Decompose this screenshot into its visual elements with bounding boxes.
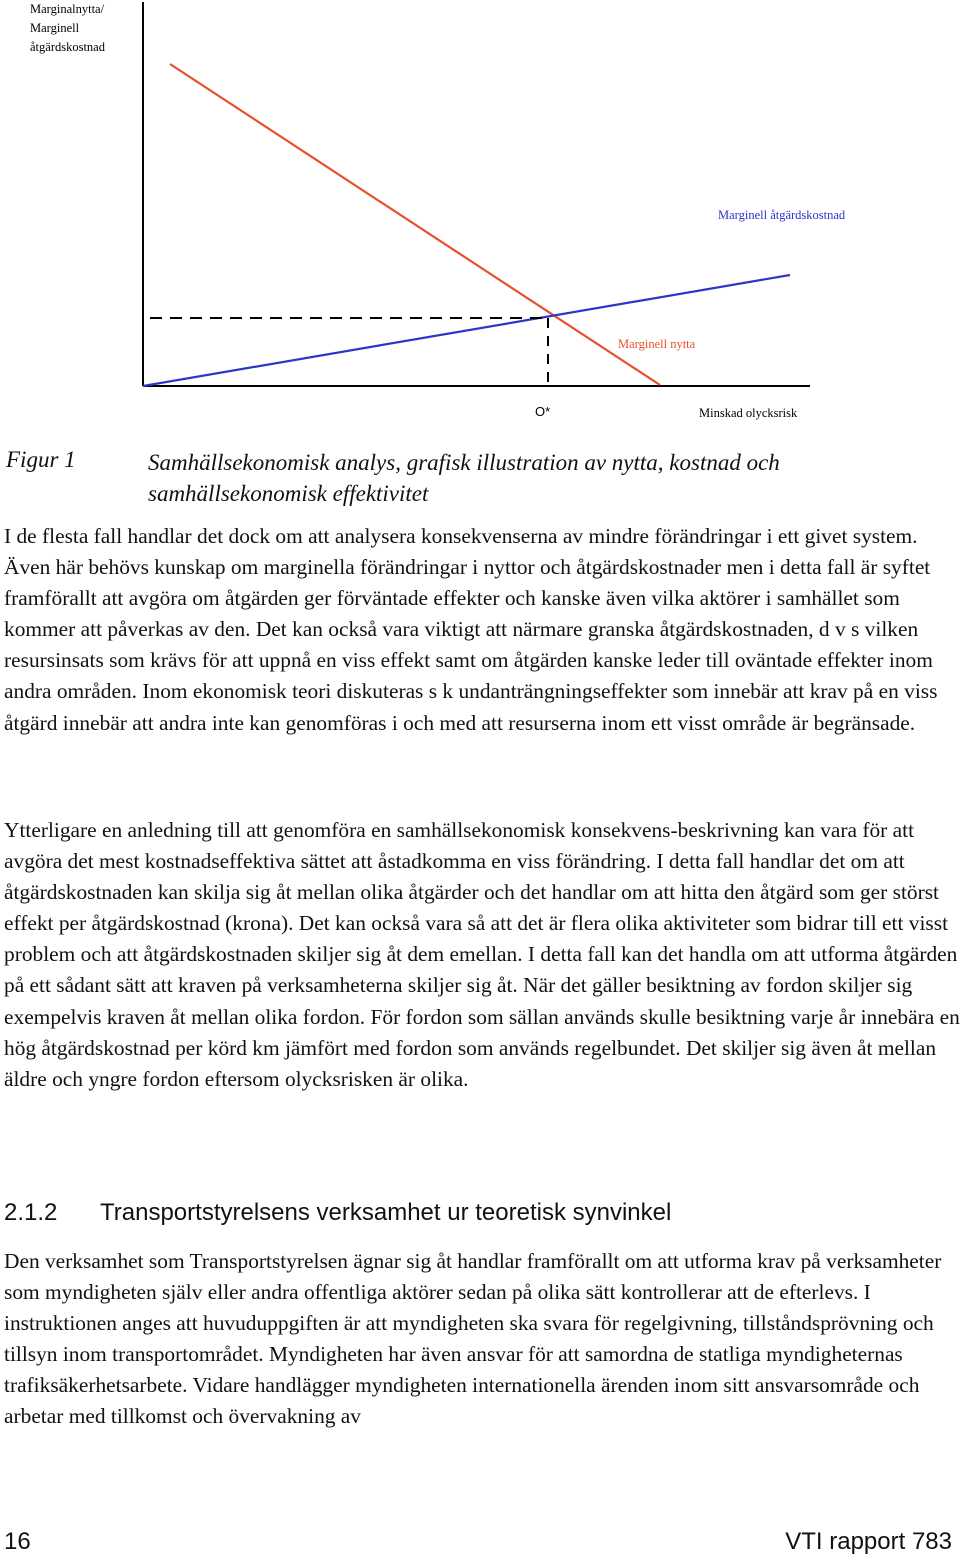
section-body (4, 1246, 960, 1433)
benefit-curve-label: Marginell nytta (618, 337, 696, 351)
report-name: VTI rapport 783 (785, 1528, 952, 1555)
y-axis-label-line: Marginell (30, 21, 80, 35)
section-heading (4, 1199, 671, 1227)
cost-curve-label: Marginell åtgärdskostnad (718, 208, 846, 222)
section-number: 2.1.2 (4, 1199, 58, 1226)
figure-caption-label: Figur 1 (6, 447, 76, 472)
marginal-benefit-curve (143, 275, 790, 386)
paragraph-text: I de flesta fall handlar det dock om att analysera konsekvenserna av mindre förändringar i ett givet system. Även här behövs kunskap om marginella förändringar i nyttor och åtgärdskostnader men i detta fall är syftet framförallt att avgöra om åtgärden ger förväntade effekter och kanske även vilka aktörer i samhället som kommer att påverkas av den. Det kan också vara viktigt att närmare granska åtgärdskostnaden, d v s vilken resursinsats som krävs för att uppnå en viss effekt samt om åtgärden kanske leder till oväntade effekter inom andra områden. Inom ekonomisk teori diskuteras s k undanträngningseffekter som innebär att krav på en viss åtgärd innebär att andra inte kan genomföras i och med att resurserna inom ett visst område är begränsade. (4, 524, 938, 735)
figure-caption-text: Samhällsekonomisk analys, grafisk illustration av nytta, kostnad och samhällsekonomisk effektivitet (148, 450, 780, 506)
marginal-cost-curve (170, 64, 660, 385)
paragraph-text: Ytterligare en anledning till att genomföra en samhällsekonomisk konsekvens-beskrivning kan vara för att avgöra det mest kostnadseffektiva sättet att åstadkomma en viss förändring. I detta fall handlar det om att åtgärdskostnaden kan skilja sig åt mellan olika åtgärder och det handlar om att hitta den åtgärd som ger störst effekt per åtgärdskostnad (krona). Det kan också vara så att det är flera olika aktiviteter som bidrar till ett visst problem och att åtgärdskostnaden skiljer sig åt dem emellan. I detta fall kan det handla om att utforma åtgärden på ett sådant sätt att kraven på verksamheterna skiljer sig åt. När det gäller besiktning av fordon skiljer sig exempelvis kraven åt mellan olika fordon. För fordon som sällan används skulle besiktning varje år innebära en hög åtgärdskostnad per körd km jämfört med fordon som används regelbundet. Det skiljer sig även åt mellan äldre och yngre fordon eftersom olycksrisken är olika. (4, 818, 960, 1091)
x-axis-label: Minskad olycksrisk (699, 406, 798, 420)
y-axis-label-line: Marginalnytta/ (30, 2, 105, 16)
optimum-label: O* (535, 404, 551, 419)
y-axis-label-line: åtgärdskostnad (30, 40, 105, 54)
body-paragraph-2 (4, 815, 960, 1095)
economic-figure (0, 0, 960, 430)
section-title: Transportstyrelsens verksamhet ur teoretisk synvinkel (100, 1199, 672, 1226)
body-paragraph-1 (4, 521, 960, 739)
paragraph-text: Den verksamhet som Transportstyrelsen ägnar sig åt handlar framförallt om att utforma krav på verksamheter som myndigheten själv eller andra offentliga aktörer sedan på olika sätt kontrollerar att de efterlevs. I instruktionen anges att huvuduppgiften är att myndigheten ska svara för regelgivning, tillståndsprövning och tillsyn inom transportområdet. Myndigheten har även ansvar för att samordna de statliga myndigheternas trafiksäkerhetsarbete. Vidare handlägger myndigheten internationella ärenden inom sitt ansvarsområde och arbetar med tillkomst och övervakning av (4, 1249, 942, 1429)
y-axis-label (30, 0, 105, 57)
page-number: 16 (4, 1528, 31, 1555)
